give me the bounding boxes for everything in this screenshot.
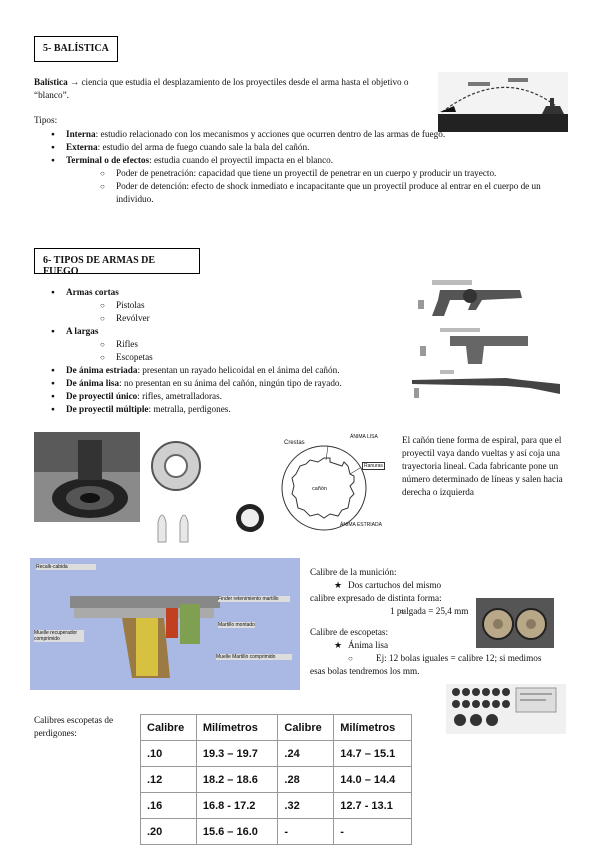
cutaway-label: Muelle recuperador comprimido — [34, 630, 84, 642]
list-item: ○ Poder de detención: efecto de shock inmediato e incapacitante que un proyectil produce al entrar en el cuerpo de un individuo. — [34, 180, 566, 206]
table-cell: - — [278, 819, 334, 845]
list-item: ● De proyectil múltiple: metralla, perdigones. — [34, 403, 414, 416]
diagram-label-anima-lisa: ÁNIMA LISA — [350, 434, 378, 440]
canon-paragraph: El cañón tiene forma de espiral, para que el proyectil vaya dando vueltas y así coja una trayectoria lineal. Cada fabricante pone un número determinado de líneas y salen hacia derecha o izquierda — [402, 435, 563, 497]
rifling-diagram — [264, 432, 398, 534]
table-header-row — [141, 715, 412, 741]
cutaway-label: Martillo montado — [218, 622, 255, 628]
table-row — [141, 767, 412, 793]
list-item: ○ Rifles — [34, 338, 414, 351]
list-item: ● Terminal o de efectos: estudia cuando el proyectil impacta en el blanco. — [34, 154, 574, 167]
shot-balls-image — [446, 684, 566, 734]
list-item: ○ Poder de penetración: capacidad que tiene un proyectil de penetrar en un cuerpo y producir un trayecto. — [34, 167, 574, 180]
table-cell: 16.8 - 17.2 — [196, 793, 278, 819]
table-row — [141, 819, 412, 845]
rifling-and-bullets-image — [148, 438, 204, 548]
table-cell: .16 — [141, 793, 197, 819]
section-6-heading: 6- TIPOS DE ARMAS DE FUEGO — [34, 248, 200, 274]
table-header: Calibre — [278, 715, 334, 741]
table-cell: 18.2 – 18.6 — [196, 767, 278, 793]
table-cell: 19.3 – 19.7 — [196, 741, 278, 767]
round-bore-image — [234, 502, 266, 534]
cutaway-label: Recalk-cabida — [36, 564, 96, 570]
list-item: ○ 1 pulgada = 25,4 mm — [310, 605, 570, 618]
list-item: calibre expresado de distinta forma: — [310, 593, 442, 603]
ballistics-types-list — [34, 128, 574, 206]
diagram-label-canon: cañón — [312, 486, 327, 492]
definition-term: Balística — [34, 77, 68, 87]
table-cell: .28 — [278, 767, 334, 793]
cutaway-label: Muelle Martillo comprimido — [216, 654, 292, 660]
list-item: ○ Revólver — [34, 312, 414, 325]
table-cell: .12 — [141, 767, 197, 793]
ballistics-trajectory-image — [438, 72, 568, 132]
pistol-cutaway-image — [30, 558, 300, 690]
table-cell: 14.0 – 14.4 — [334, 767, 412, 793]
table-header: Milímetros — [334, 715, 412, 741]
definition-text: ciencia que estudia el desplazamiento de los proyectiles desde el arma hasta el objetivo o “blanco”. — [34, 77, 409, 100]
list-item: ● De ánima estriada: presentan un rayado helicoidal en el ánima del cañón. — [34, 364, 414, 377]
table-cell: - — [334, 819, 412, 845]
list-item: ○ Escopetas — [34, 351, 414, 364]
table-row — [141, 793, 412, 819]
ballistics-definition — [34, 76, 426, 102]
weapon-types-list — [34, 286, 414, 416]
section-5-heading: 5- BALÍSTICA — [34, 36, 118, 62]
list-item: ● De ánima lisa: no presentan en su ánima del cañón, ningún tipo de rayado. — [34, 377, 414, 390]
calibre-label: Calibre de la munición: — [310, 567, 397, 577]
diagram-label-crestas: Crestas — [284, 440, 305, 446]
list-item: ○ Ej: 12 bolas iguales = calibre 12; si medimos — [310, 652, 570, 665]
table-cell: .32 — [278, 793, 334, 819]
list-item: ● De proyectil único: rifles, ametralladoras. — [34, 390, 414, 403]
weapons-image — [410, 276, 562, 400]
table-row — [141, 741, 412, 767]
escopetas-label: Calibre de escopetas: — [310, 627, 389, 637]
table-cell: .24 — [278, 741, 334, 767]
list-item: ● A largas — [34, 325, 414, 338]
diagram-label-ranuras: Ranuras — [364, 463, 383, 469]
table-cell: .20 — [141, 819, 197, 845]
table-cell: 15.6 – 16.0 — [196, 819, 278, 845]
arrow-icon: → — [69, 77, 80, 87]
list-item: ★ Ánima lisa — [310, 639, 570, 652]
cutaway-label: Finder retenimiento martillo — [218, 596, 290, 602]
table-caption: Calibres escopetas de perdigones: — [34, 715, 114, 738]
table-header: Calibre — [141, 715, 197, 741]
list-item: ● Interna: estudio relacionado con los mecanismos y acciones que ocurren dentro de las armas de fuego. — [34, 128, 454, 141]
barrel-photo — [34, 432, 140, 522]
tipos-label: Tipos: — [34, 115, 58, 125]
list-item: esas bolas tendremos los mm. — [310, 666, 420, 676]
table-cell: 12.7 - 13.1 — [334, 793, 412, 819]
calibre-table — [140, 714, 412, 845]
table-cell: .10 — [141, 741, 197, 767]
list-item: ○ Pistolas — [34, 299, 414, 312]
table-header: Milímetros — [196, 715, 278, 741]
diagram-label-anima-estriada: ÁNIMA ESTRIADA — [340, 522, 382, 528]
list-item: ● Armas cortas — [34, 286, 414, 299]
list-item: ★ Dos cartuchos del mismo — [310, 579, 570, 592]
cartridges-image — [476, 598, 554, 648]
list-item: ● Externa: estudio del arma de fuego cuando sale la bala del cañón. — [34, 141, 574, 154]
table-cell: 14.7 – 15.1 — [334, 741, 412, 767]
